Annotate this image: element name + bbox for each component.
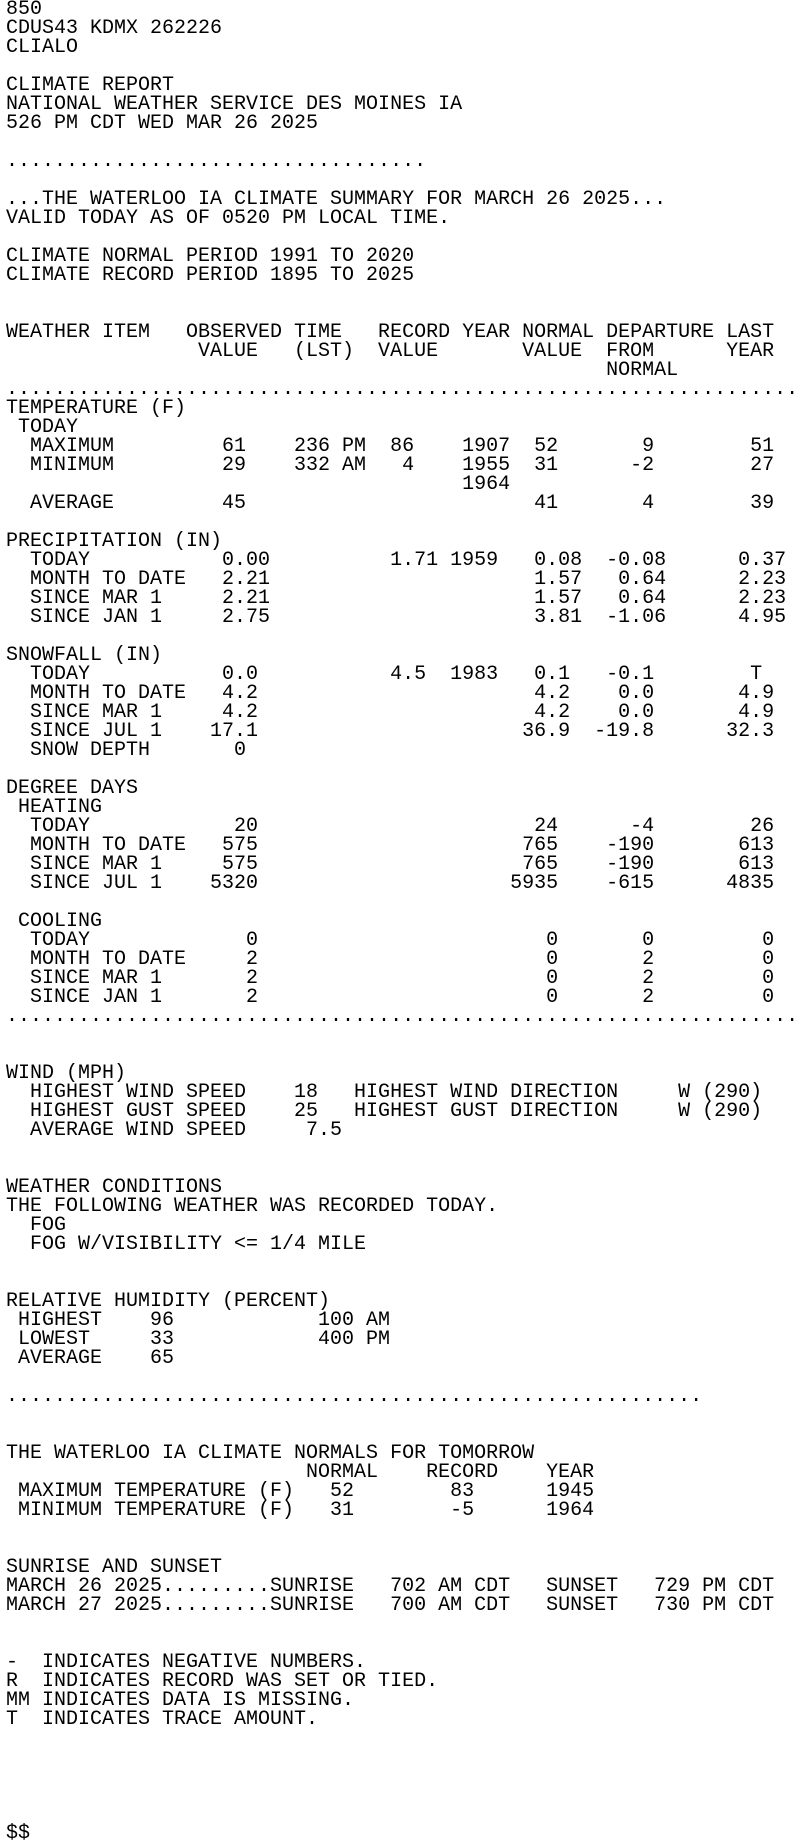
report-line: MARCH 27 2025.........SUNRISE 700 AM CDT SUNSET 730 PM CDT [6,1594,775,1617]
report-line: LOWEST 33 400 PM [6,1328,391,1351]
report-line [6,1406,810,1425]
report-line: NORMAL RECORD YEAR [6,1461,595,1484]
report-line: SINCE MAR 1 4.2 4.2 0.0 4.9 [6,701,775,724]
report-line [6,1026,810,1045]
report-line: RELATIVE HUMIDITY (PERCENT) [6,1290,331,1313]
report-line: HIGHEST GUST SPEED 25 HIGHEST GUST DIRECTION W (290) [6,1100,763,1123]
report-line: 1964 [6,473,511,496]
report-line: MONTH TO DATE 2 0 2 0 [6,948,775,971]
report-line: SINCE MAR 1 2 0 2 0 [6,967,775,990]
report-line: MAXIMUM 61 236 PM 86 1907 52 9 51 [6,435,775,458]
report-line: SINCE JUL 1 5320 5935 -615 4835 [6,872,775,895]
report-line: THE FOLLOWING WEATHER WAS RECORDED TODAY. [6,1195,499,1218]
report-line [6,285,810,304]
report-line: AVERAGE 45 41 4 39 [6,492,775,515]
report-line: PRECIPITATION (IN) [6,530,223,553]
report-line: R INDICATES RECORD WAS SET OR TIED. [6,1670,439,1693]
report-line: CLIMATE NORMAL PERIOD 1991 TO 2020 [6,245,415,268]
report-line: TODAY [6,416,79,439]
report-line: ................................... [6,150,427,173]
report-line: SINCE MAR 1 575 765 -190 613 [6,853,775,876]
report-line [6,1786,810,1805]
report-line: MONTH TO DATE 575 765 -190 613 [6,834,775,857]
report-line: TODAY 20 24 -4 26 [6,815,775,838]
report-line: SUNRISE AND SUNSET [6,1556,223,1579]
report-line [6,1045,810,1064]
report-line: MONTH TO DATE 4.2 4.2 0.0 4.9 [6,682,775,705]
report-line: ...THE WATERLOO IA CLIMATE SUMMARY FOR MARCH 26 2025... [6,188,667,211]
report-line: MAXIMUM TEMPERATURE (F) 52 83 1945 [6,1480,595,1503]
report-line: .......................................................... [6,1385,703,1408]
report-line: CDUS43 KDMX 262226 [6,17,223,40]
report-line: VALUE (LST) VALUE VALUE FROM YEAR [6,340,775,363]
report-line: WEATHER ITEM OBSERVED TIME RECORD YEAR NORMAL DEPARTURE LAST [6,321,775,344]
report-line: NORMAL [6,359,679,382]
report-line: HIGHEST 96 100 AM [6,1309,391,1332]
report-line: AVERAGE 65 [6,1347,175,1370]
report-line: FOG W/VISIBILITY <= 1/4 MILE [6,1233,367,1256]
report-line: .................................................................. [6,378,799,401]
report-line: TODAY 0 0 0 0 [6,929,775,952]
report-line [6,1615,810,1634]
report-line [6,1140,810,1159]
report-line: MINIMUM 29 332 AM 4 1955 31 -2 27 [6,454,775,477]
report-line: MARCH 26 2025.........SUNRISE 702 AM CDT SUNSET 729 PM CDT [6,1575,775,1598]
report-line [6,1729,810,1748]
report-line: - INDICATES NEGATIVE NUMBERS. [6,1651,367,1674]
report-line: 526 PM CDT WED MAR 26 2025 [6,112,319,135]
report-line: DEGREE DAYS [6,777,139,800]
report-line: SNOW DEPTH 0 [6,739,247,762]
report-line: TODAY 0.0 4.5 1983 0.1 -0.1 T [6,663,763,686]
report-line: THE WATERLOO IA CLIMATE NORMALS FOR TOMORROW [6,1442,535,1465]
report-line: HIGHEST WIND SPEED 18 HIGHEST WIND DIRECTION W (290) [6,1081,763,1104]
report-line [6,1520,810,1539]
report-line [6,1254,810,1273]
report-line: $$ [6,1822,31,1845]
report-line: .................................................................. [6,1005,799,1028]
report-line: MINIMUM TEMPERATURE (F) 31 -5 1964 [6,1499,595,1522]
report-line: CLIALO [6,36,79,59]
report-line: SINCE JAN 1 2.75 3.81 -1.06 4.95 [6,606,787,629]
report-line: CLIMATE RECORD PERIOD 1895 TO 2025 [6,264,415,287]
report-line: FOG [6,1214,67,1237]
report-line: NATIONAL WEATHER SERVICE DES MOINES IA [6,93,463,116]
report-line: SNOWFALL (IN) [6,644,163,667]
report-line [6,893,810,912]
report-line: MM INDICATES DATA IS MISSING. [6,1689,355,1712]
report-line: 850 [6,0,43,21]
report-line: SINCE JAN 1 2 0 2 0 [6,986,775,1009]
report-line: AVERAGE WIND SPEED 7.5 [6,1119,343,1142]
report-line [6,1767,810,1786]
report-line: HEATING [6,796,103,819]
report-line: TEMPERATURE (F) [6,397,187,420]
report-line [6,1805,810,1824]
report-line: T INDICATES TRACE AMOUNT. [6,1708,319,1731]
report-line: MONTH TO DATE 2.21 1.57 0.64 2.23 [6,568,787,591]
report-line: VALID TODAY AS OF 0520 PM LOCAL TIME. [6,207,451,230]
report-line [6,1748,810,1767]
report-line: WEATHER CONDITIONS [6,1176,223,1199]
report-line: CLIMATE REPORT [6,74,175,97]
report-line: COOLING [6,910,103,933]
report-line: TODAY 0.00 1.71 1959 0.08 -0.08 0.37 [6,549,787,572]
report-line: SINCE MAR 1 2.21 1.57 0.64 2.23 [6,587,787,610]
report-line: SINCE JUL 1 17.1 36.9 -19.8 32.3 [6,720,775,743]
report-line: WIND (MPH) [6,1062,127,1085]
